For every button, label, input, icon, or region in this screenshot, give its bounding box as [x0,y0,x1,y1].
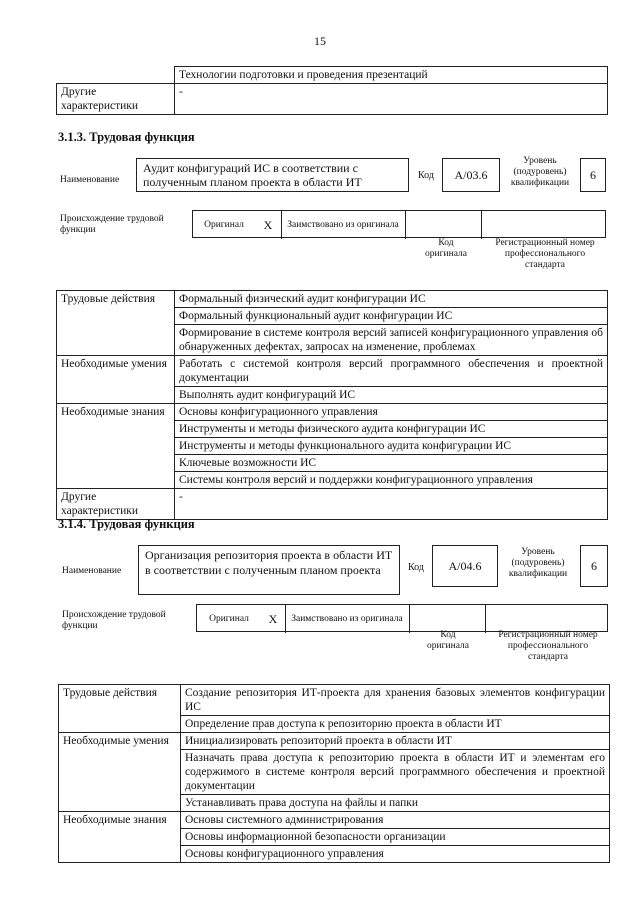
reg-number-label: Регистрационный номер профессионального стандарта [495,238,595,270]
reg-number-label: Регистрационный номер профессионального стандарта [498,630,598,662]
function-name-box: Организация репозитория проекта в области ИТ в соответствии с полученным планом проекта [138,545,400,595]
knowledge-item: Основы информационной безопасности организации [181,829,610,846]
origin-row [192,210,606,238]
code-original-label: Код оригинала [425,238,467,259]
other-characteristics-value: - [175,489,608,520]
code-original-cell [409,605,486,633]
knowledge-item: Системы контроля версий и поддержки конфигурационного управления [175,472,608,489]
knowledge-item: Ключевые возможности ИС [175,455,608,472]
level-label: Уровень (подуровень) квалификации [510,156,570,188]
function-code-box: А/04.6 [432,545,498,587]
origin-label: Происхождение трудовой функции [62,610,166,631]
skill-item: Устанавливать права доступа на файлы и папки [181,795,610,812]
other-characteristics-label: Другие характеристики [57,84,175,115]
knowledge-label: Необходимые знания [59,812,181,863]
code-label: Код [418,170,434,181]
function-name-box: Аудит конфигураций ИС в соответствии с полученным планом проекта в области ИТ [136,158,409,192]
level-box: 6 [580,158,606,192]
knowledge-item: Основы конфигурационного управления [175,404,608,421]
skill-item: Назначать права доступа к репозиторию проекта в области ИТ и элементам его содержимого в системе контроля версий программного обеспечения и проектной документации [181,750,610,795]
skill-item: Выполнять аудит конфигураций ИС [175,387,608,404]
knowledge-item: Инструменты и методы физического аудита конфигурации ИС [175,421,608,438]
original-label: Оригинал [209,613,249,624]
origin-label: Происхождение трудовой функции [60,214,164,235]
action-item: Определение прав доступа к репозиторию проекта в области ИТ [181,716,610,733]
other-characteristics-value: - [175,84,608,115]
action-item: Формальный физический аудит конфигурации ИС [175,291,608,308]
action-item: Формирование в системе контроля версий записей конфигурационного управления об обнаруженных дефектах, запросах на изменение, проблемах [175,325,608,356]
name-label: Наименование [60,175,120,185]
function-313-table [56,290,608,520]
function-314-table [58,684,610,863]
skill-item: Работать с системой контроля версий программного обеспечения и проектной документации [175,356,608,387]
function-code-box: А/03.6 [442,158,500,192]
original-label: Оригинал [204,219,244,230]
level-box: 6 [580,545,608,587]
borrowed-label: Заимствовано из оригинала [281,211,406,239]
actions-label: Трудовые действия [59,685,181,733]
level-label: Уровень (подуровень) квалификации [508,547,568,579]
borrowed-label: Заимствовано из оригинала [285,605,410,633]
action-item: Создание репозитория ИТ-проекта для хранения базовых элементов конфигурации ИС [181,685,610,716]
top-table [56,66,608,115]
code-label: Код [408,562,424,573]
origin-row [196,604,608,632]
other-characteristics-label: Другие характеристики [57,489,175,520]
top-table-row: Технологии подготовки и проведения презентаций [175,67,608,84]
actions-label: Трудовые действия [57,291,175,356]
code-original-label: Код оригинала [427,630,469,651]
skills-label: Необходимые умения [59,733,181,812]
section-title-314: 3.1.4. Трудовая функция [58,517,195,531]
code-original-cell [405,211,482,239]
knowledge-item: Инструменты и методы функционального аудита конфигурации ИС [175,438,608,455]
knowledge-item: Основы конфигурационного управления [181,846,610,863]
name-label: Наименование [62,566,122,576]
knowledge-label: Необходимые знания [57,404,175,489]
knowledge-item: Основы системного администрирования [181,812,610,829]
skills-label: Необходимые умения [57,356,175,404]
original-x-mark: X [261,605,286,633]
skill-item: Инициализировать репозиторий проекта в области ИТ [181,733,610,750]
original-x-mark: X [255,211,282,239]
page-number: 15 [314,34,326,48]
section-title-313: 3.1.3. Трудовая функция [58,130,195,144]
action-item: Формальный функциональный аудит конфигурации ИС [175,308,608,325]
